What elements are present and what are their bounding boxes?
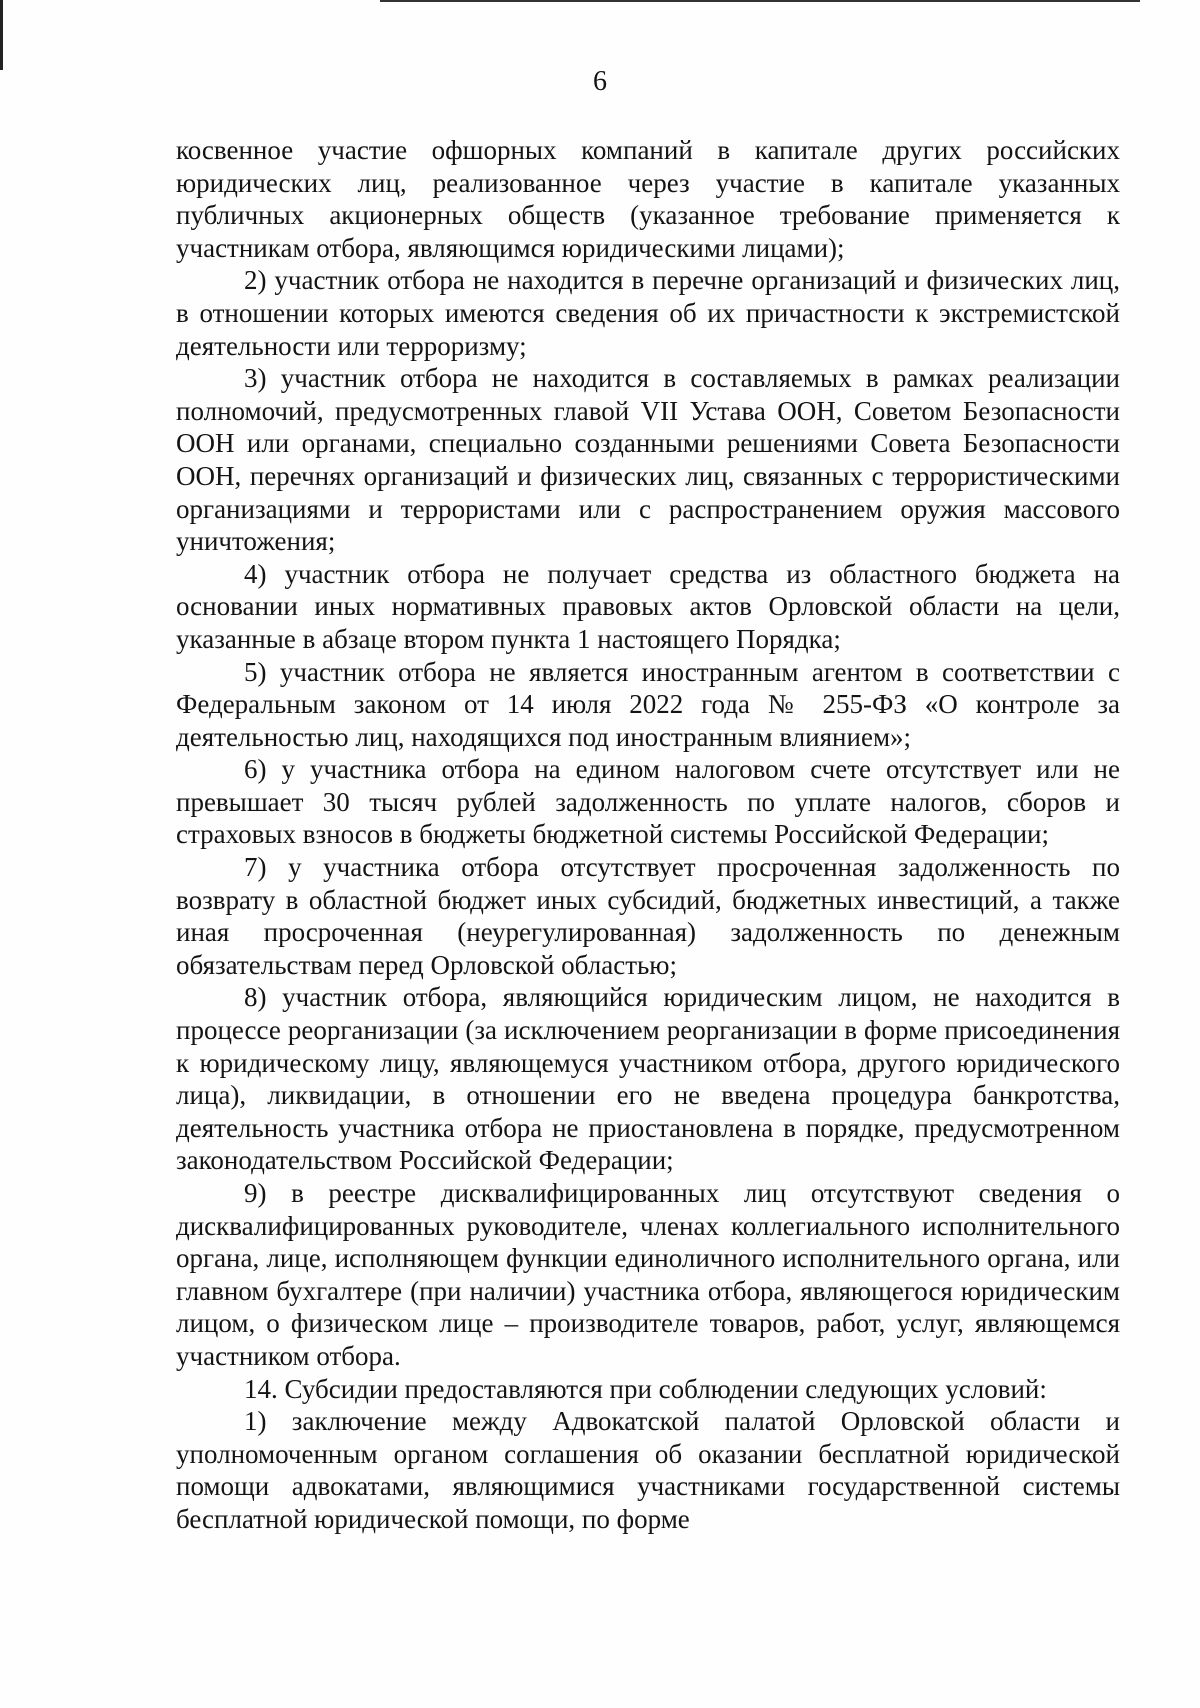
document-body [176, 134, 1120, 1536]
paragraph-item-8: 8) участник отбора, являющийся юридическим лицом, не находится в процессе реорганизации (за исключением реорганизации в форме присоединения к юридическому лицу, являющемуся участником отбора, другого юридического лица), ликвидации, в отношении его не введена процедура банкротства, деятельность участника отбора не приостановлена в порядке, предусмотренном законодательством Российской Федерации; [176, 982, 1120, 1176]
paragraph-item-4: 4) участник отбора не получает средства из областного бюджета на основании иных нормативных правовых актов Орловской области на цели, указанные в абзаце втором пункта 1 настоящего Порядка; [176, 558, 1120, 654]
paragraph-item-5: 5) участник отбора не является иностранным агентом в соответствии с Федеральным законом от 14 июля 2022 года № 255-ФЗ «О контроле за деятельностью лиц, находящихся под иностранным влиянием»; [176, 656, 1120, 752]
paragraph-item-3: 3) участник отбора не находится в составляемых в рамках реализации полномочий, предусмотренных главой VII Устава ООН, Советом Безопасности ООН или органами, специально созданными решениями Совета Безопасности ООН, перечнях организаций и физических лиц, связанных с террористическими организациями и террористами или с распространением оружия массового уничтожения; [176, 363, 1120, 557]
scan-edge-left [0, 0, 3, 70]
page-number: 6 [593, 66, 607, 97]
scan-edge-top [380, 0, 1140, 2]
paragraph-continuation: косвенное участие офшорных компаний в капитале других российских юридических лиц, реализованное через участие в капитале указанных публичных акционерных обществ (указанное требование применяется к участникам отбора, являющимся юридическими лицами); [176, 135, 1120, 263]
paragraph-item-2: 2) участник отбора не находится в перечне организаций и физических лиц, в отношении которых имеются сведения об их причастности к экстремистской деятельности или терроризму; [176, 265, 1120, 361]
paragraph-item-7: 7) у участника отбора отсутствует просроченная задолженность по возврату в областной бюджет иных субсидий, бюджетных инвестиций, а также иная просроченная (неурегулированная) задолженность по денежным обязательствам перед Орловской областью; [176, 852, 1120, 980]
paragraph-section-14-item-1: 1) заключение между Адвокатской палатой Орловской области и уполномоченным органом соглашения об оказании бесплатной юридической помощи адвокатами, являющимися участниками государственной системы бесплатной юридической помощи, по форме [176, 1406, 1120, 1534]
paragraph-item-9: 9) в реестре дисквалифицированных лиц отсутствуют сведения о дисквалифицированных руководителе, членах коллегиального исполнительного органа, лице, исполняющем функции единоличного исполнительного органа, или главном бухгалтере (при наличии) участника отбора, являющегося юридическим лицом, о физическом лице – производителе товаров, работ, услуг, являющемся участником отбора. [176, 1178, 1120, 1371]
paragraph-item-6: 6) у участника отбора на едином налоговом счете отсутствует или не превышает 30 тысяч рублей задолженность по уплате налогов, сборов и страховых взносов в бюджеты бюджетной системы Российской Федерации; [176, 754, 1120, 850]
paragraph-section-14: 14. Субсидии предоставляются при соблюдении следующих условий: [244, 1373, 1047, 1404]
